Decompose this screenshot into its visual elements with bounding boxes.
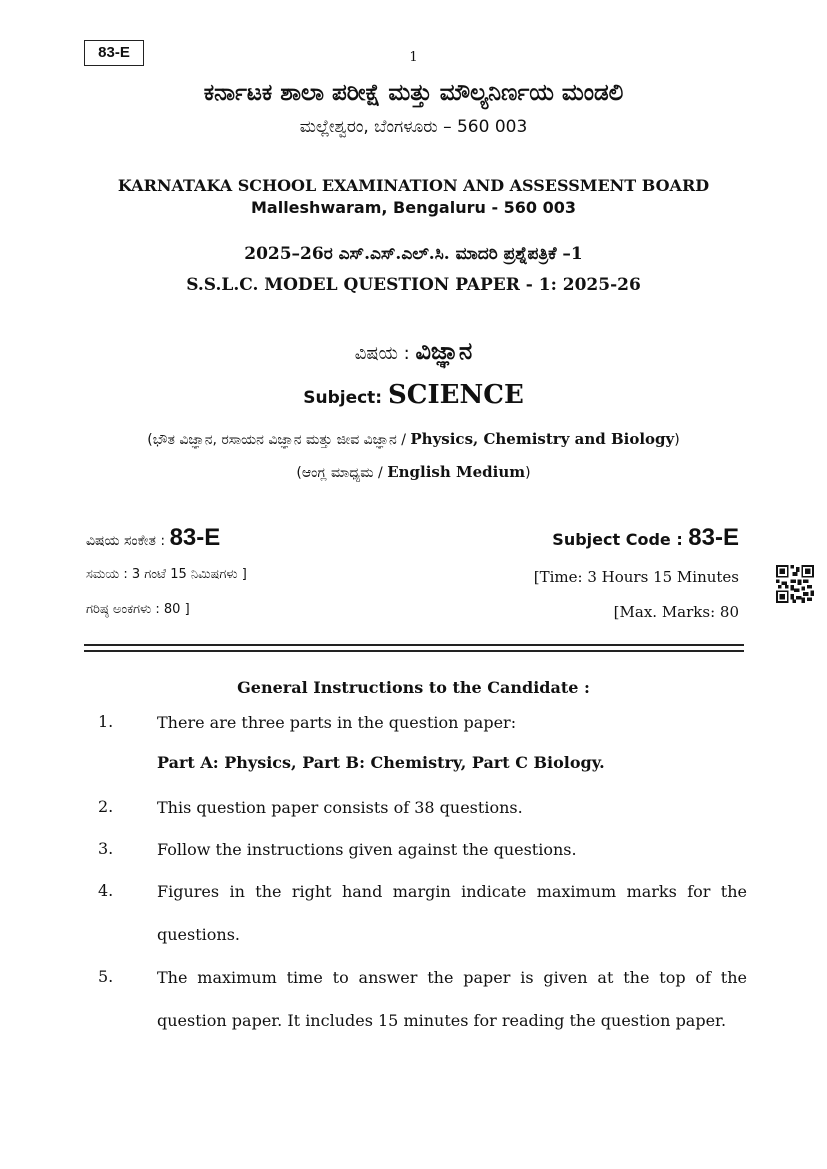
subject-english	[0, 380, 827, 410]
subject-code-value-english: 83-E	[688, 524, 739, 551]
instruction-text: Figures in the right hand margin indicate maximum marks for the questions.	[157, 882, 747, 944]
time-kannada: ಸಮಯ : 3 ಗಂಟೆ 15 ನಿಮಿಷಗಳು ]	[86, 567, 247, 582]
instruction-number: 4.	[98, 881, 114, 900]
instruction-number: 1.	[98, 712, 114, 731]
medium-kannada: (ಆಂಗ್ಲ ಮಾಧ್ಯಮ /	[296, 465, 383, 481]
instruction-number: 3.	[98, 839, 114, 858]
page-number: 1	[409, 50, 418, 65]
divider-line-top	[84, 644, 744, 646]
subject-code-label-english: Subject Code :	[552, 530, 683, 549]
board-name-kannada: ಕರ್ನಾಟಕ ಶಾಲಾ ಪರೀಕ್ಷೆ ಮತ್ತು ಮೌಲ್ಯನಿರ್ಣಯ ಮಂಡಲಿ	[203, 80, 624, 106]
time-english: [Time: 3 Hours 15 Minutes	[533, 568, 739, 586]
branches-close: )	[674, 432, 680, 448]
instruction-number: 5.	[98, 967, 114, 986]
max-marks-english: [Max. Marks: 80	[613, 603, 739, 621]
paper-title-english: S.S.L.C. MODEL QUESTION PAPER - 1: 2025-26	[186, 275, 641, 295]
subject-branches	[0, 430, 827, 448]
instruction-text: Follow the instructions given against the questions.	[157, 840, 577, 859]
max-marks-kannada: ಗರಿಷ್ಠ ಅಂಕಗಳು : 80 ]	[86, 602, 190, 617]
branches-kannada: (ಭೌತ ವಿಜ್ಞಾನ, ರಸಾಯನ ವಿಜ್ಞಾನ ಮತ್ತು ಜೀವ ವಿಜ್ಞಾನ /	[147, 432, 406, 448]
instruction-parts: Part A: Physics, Part B: Chemistry, Part C Biology.	[157, 753, 605, 772]
board-name-english: KARNATAKA SCHOOL EXAMINATION AND ASSESSMENT BOARD	[117, 176, 710, 195]
subject-kannada	[0, 337, 827, 365]
instruction-text: The maximum time to answer the paper is given at the top of the question paper. It includes 15 minutes for reading the question paper.	[157, 968, 747, 1030]
subject-code-label-kannada: ವಿಷಯ ಸಂಕೇತ :	[86, 533, 166, 549]
board-address-english: Malleshwaram, Bengaluru - 560 003	[250, 198, 577, 217]
medium-english: English Medium	[387, 463, 526, 481]
divider-line-bottom	[84, 650, 744, 652]
board-address-kannada: ಮಲ್ಲೇಶ್ವರಂ, ಬೆಂಗಳೂರು – 560 003	[299, 117, 528, 137]
paper-title-kannada: 2025–26ರ ಎಸ್.ಎಸ್.ಎಲ್.ಸಿ. ಮಾದರಿ ಪ್ರಶ್ನೆಪತ್ರಿಕೆ –1	[244, 244, 583, 264]
instruction-number: 2.	[98, 797, 114, 816]
medium-close: )	[525, 465, 531, 481]
medium-line	[0, 463, 827, 481]
qr-code-icon	[776, 565, 814, 603]
instruction-text: This question paper consists of 38 questions.	[157, 798, 523, 817]
subject-label-kannada: ವಿಷಯ :	[354, 343, 410, 364]
subject-code-kannada	[86, 524, 220, 552]
subject-name-english: SCIENCE	[388, 380, 524, 410]
subject-code-value-kannada: 83-E	[169, 524, 221, 551]
subject-label-english: Subject:	[303, 388, 383, 408]
branches-english: Physics, Chemistry and Biology	[410, 430, 675, 448]
subject-code-english	[552, 524, 739, 552]
subject-name-kannada: ವಿಜ್ಞಾನ	[415, 337, 473, 365]
instruction-text: There are three parts in the question paper:	[157, 713, 517, 732]
subject-code-box: 83-E	[84, 40, 144, 66]
instructions-title: General Instructions to the Candidate :	[237, 678, 590, 697]
